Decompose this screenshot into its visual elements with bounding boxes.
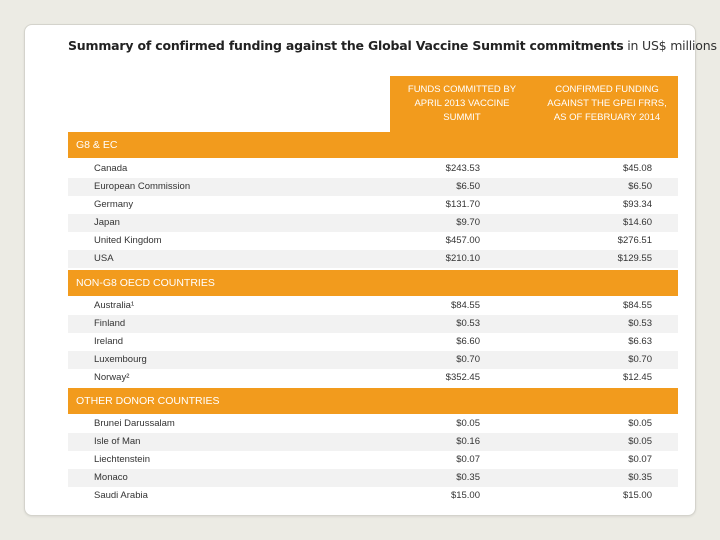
table-row <box>68 214 678 232</box>
committed-value: $84.55 <box>450 300 480 311</box>
table-row <box>68 469 678 487</box>
country-name: Isle of Man <box>94 436 141 447</box>
table-row <box>68 178 678 196</box>
committed-value: $0.16 <box>456 436 480 447</box>
committed-value: $210.10 <box>445 253 480 264</box>
section-non-g8-oecd: NON-G8 OECD COUNTRIES <box>68 270 678 296</box>
country-name: Germany <box>94 199 134 210</box>
country-name: Norway² <box>94 372 130 383</box>
confirmed-value: $0.07 <box>628 454 652 465</box>
section-other-donors: OTHER DONOR COUNTRIES <box>68 388 678 414</box>
table-row <box>68 369 678 387</box>
column-header-confirmed: CONFIRMED FUNDING AGAINST THE GPEI FRRS, AS OF FEBRUARY 2014 <box>547 84 667 123</box>
confirmed-value: $12.45 <box>622 372 652 383</box>
table-row <box>68 250 678 268</box>
table-row <box>68 232 678 250</box>
committed-value: $0.07 <box>456 454 480 465</box>
confirmed-value: $45.08 <box>622 163 652 174</box>
committed-value: $0.70 <box>456 354 480 365</box>
committed-value: $0.53 <box>456 318 480 329</box>
country-name: Finland <box>94 318 126 329</box>
confirmed-value: $15.00 <box>622 490 652 501</box>
country-name: Ireland <box>94 336 124 347</box>
country-name: Luxembourg <box>94 354 147 365</box>
country-name: United Kingdom <box>94 235 162 246</box>
column-header-committed: FUNDS COMMITTED BY APRIL 2013 VACCINE SUMMIT <box>407 84 517 123</box>
country-name: European Commission <box>94 181 191 192</box>
confirmed-value: $129.55 <box>617 253 652 264</box>
committed-value: $131.70 <box>445 199 480 210</box>
country-name: Monaco <box>94 472 128 483</box>
confirmed-value: $6.63 <box>628 336 652 347</box>
confirmed-value: $0.05 <box>628 436 652 447</box>
section-g8-ec: G8 & EC <box>68 132 678 158</box>
country-name: Japan <box>94 217 120 228</box>
confirmed-value: $0.70 <box>628 354 652 365</box>
committed-value: $0.05 <box>456 418 480 429</box>
confirmed-value: $84.55 <box>622 300 652 311</box>
confirmed-value: $0.05 <box>628 418 652 429</box>
table-row <box>68 196 678 214</box>
table-row <box>68 351 678 369</box>
committed-value: $457.00 <box>445 235 480 246</box>
committed-value: $352.45 <box>445 372 480 383</box>
country-name: Brunei Darussalam <box>94 418 175 429</box>
committed-value: $6.60 <box>456 336 480 347</box>
committed-value: $9.70 <box>456 217 480 228</box>
confirmed-value: $0.35 <box>628 472 652 483</box>
confirmed-value: $93.34 <box>622 199 652 210</box>
table-row <box>68 415 678 433</box>
table-row <box>68 487 678 505</box>
table-row <box>68 315 678 333</box>
committed-value: $0.35 <box>456 472 480 483</box>
country-name: Liechtenstein <box>94 454 150 465</box>
confirmed-value: $6.50 <box>628 181 652 192</box>
table-title: Summary of confirmed funding against the Global Vaccine Summit commitments in US$ millions <box>68 38 717 53</box>
country-name: Saudi Arabia <box>94 490 148 501</box>
committed-value: $243.53 <box>445 163 480 174</box>
table-row <box>68 433 678 451</box>
country-name: Canada <box>94 163 128 174</box>
table-row <box>68 297 678 315</box>
committed-value: $15.00 <box>450 490 480 501</box>
confirmed-value: $14.60 <box>622 217 652 228</box>
country-name: USA <box>94 253 114 264</box>
confirmed-value: $0.53 <box>628 318 652 329</box>
confirmed-value: $276.51 <box>617 235 652 246</box>
table-row <box>68 160 678 178</box>
table-row <box>68 451 678 469</box>
country-name: Australia¹ <box>94 300 135 311</box>
committed-value: $6.50 <box>456 181 480 192</box>
table-row <box>68 333 678 351</box>
